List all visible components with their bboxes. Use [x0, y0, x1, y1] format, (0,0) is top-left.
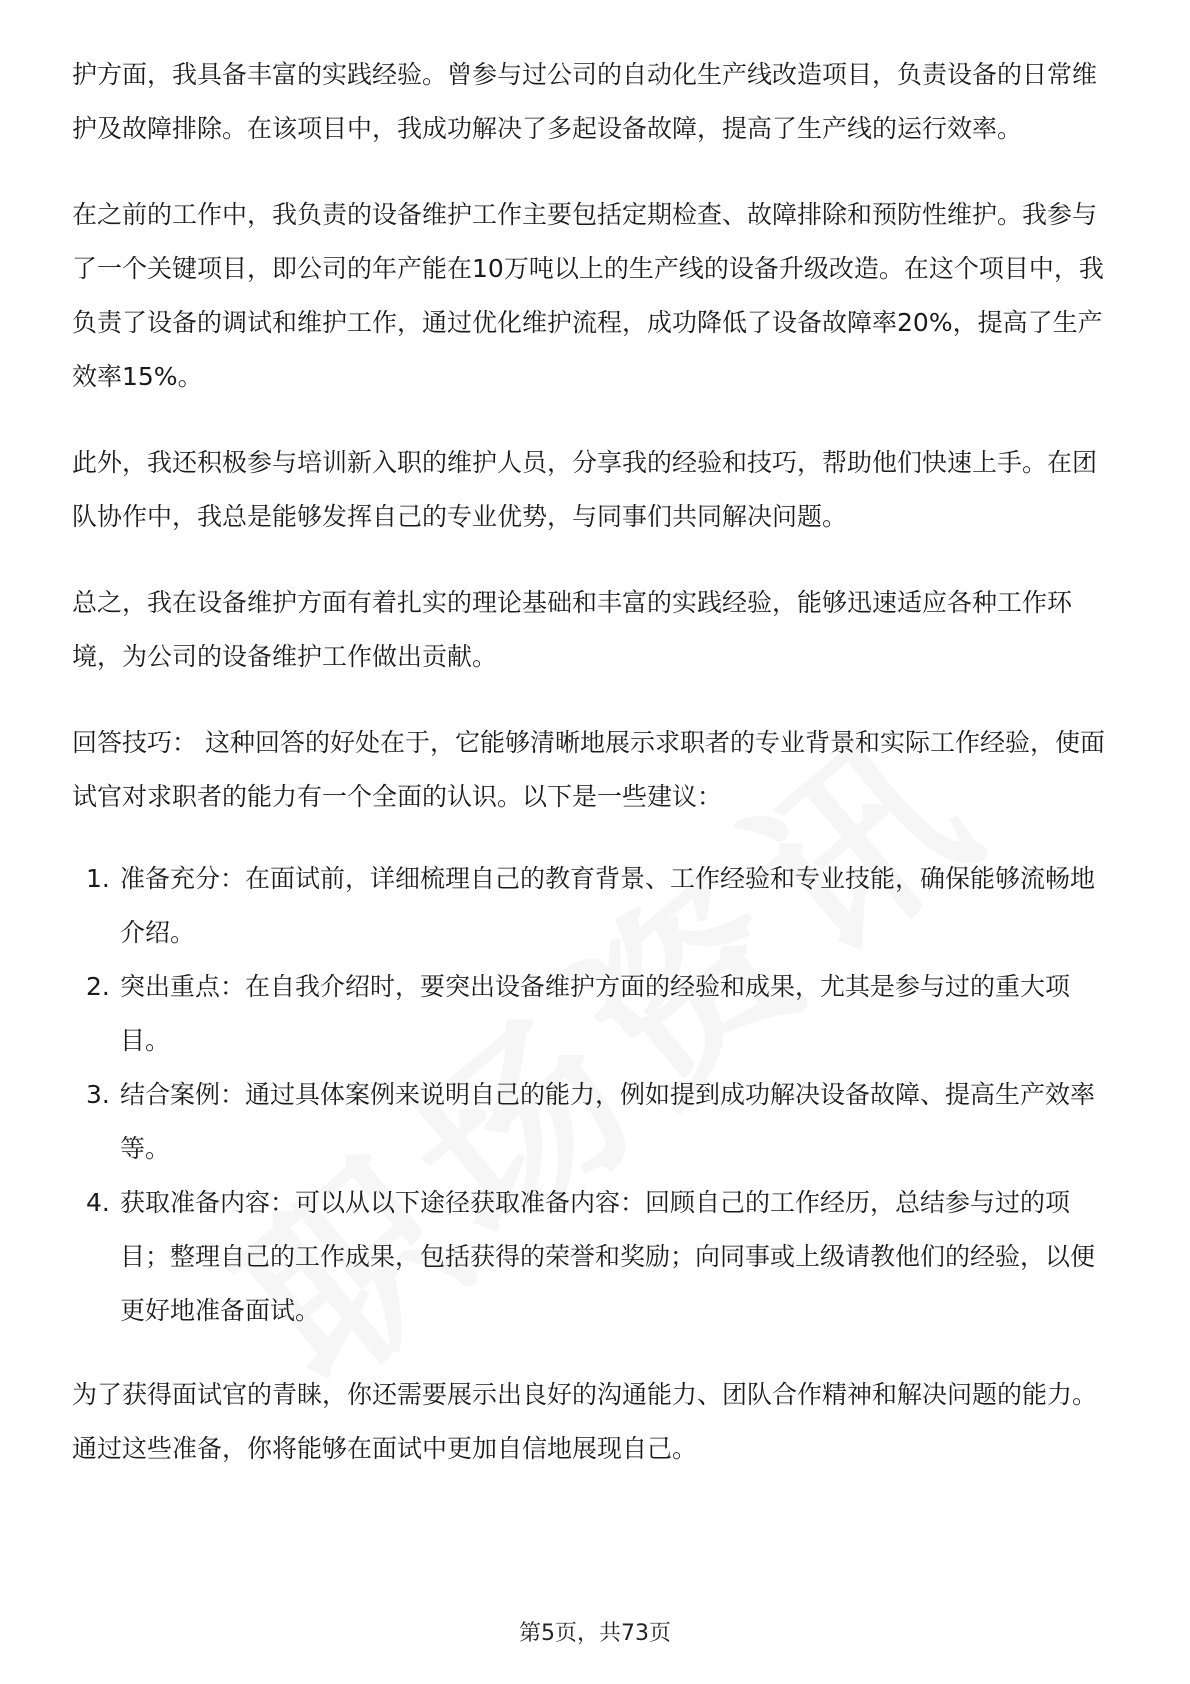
list-number: 3. [86, 1080, 110, 1109]
list-number: 4. [86, 1188, 110, 1217]
paragraph-training: 此外，我还积极参与培训新入职的维护人员，分享我的经验和技巧，帮助他们快速上手。在团队协作中，我总是能够发挥自己的专业优势，与同事们共同解决问题。 [72, 448, 1098, 531]
list-text: 结合案例：通过具体案例来说明自己的能力，例如提到成功解决设备故障、提高生产效率等。 [120, 1080, 1096, 1163]
list-item [72, 852, 1118, 960]
list-number: 1. [86, 864, 110, 893]
list-item [72, 960, 1118, 1068]
page-content [72, 48, 1118, 1508]
list-text: 准备充分：在面试前，详细梳理自己的教育背景、工作经验和专业技能，确保能够流畅地介绍。 [120, 864, 1096, 947]
paragraph-answer-tips: 回答技巧： 这种回答的好处在于，它能够清晰地展示求职者的专业背景和实际工作经验，使面试官对求职者的能力有一个全面的认识。以下是一些建议： [72, 728, 1105, 811]
paragraph-intro-continued: 护方面，我具备丰富的实践经验。曾参与过公司的自动化生产线改造项目，负责设备的日常维护及故障排除。在该项目中，我成功解决了多起设备故障，提高了生产线的运行效率。 [72, 60, 1098, 143]
page-number-footer: 第5页，共73页 [519, 1621, 671, 1646]
paragraph-summary: 总之，我在设备维护方面有着扎实的理论基础和丰富的实践经验，能够迅速适应各种工作环境，为公司的设备维护工作做出贡献。 [72, 588, 1073, 671]
list-text: 获取准备内容：可以从以下途径获取准备内容：回顾自己的工作经历，总结参与过的项目；整理自己的工作成果，包括获得的荣誉和奖励；向同事或上级请教他们的经验，以便更好地准备面试。 [120, 1188, 1096, 1325]
paragraph-previous-work: 在之前的工作中，我负责的设备维护工作主要包括定期检查、故障排除和预防性维护。我参与了一个关键项目，即公司的年产能在10万吨以上的生产线的设备升级改造。在这个项目中，我负责了设备的调试和维护工作，通过优化维护流程，成功降低了设备故障率20%，提高了生产效率15%。 [72, 200, 1104, 391]
paragraph-closing: 为了获得面试官的青睐，你还需要展示出良好的沟通能力、团队合作精神和解决问题的能力。通过这些准备，你将能够在面试中更加自信地展现自己。 [72, 1380, 1098, 1463]
list-text: 突出重点：在自我介绍时，要突出设备维护方面的经验和成果，尤其是参与过的重大项目。 [120, 972, 1071, 1055]
tips-list [72, 852, 1118, 1338]
list-item [72, 1068, 1118, 1176]
list-item [72, 1176, 1118, 1338]
list-number: 2. [86, 972, 110, 1001]
